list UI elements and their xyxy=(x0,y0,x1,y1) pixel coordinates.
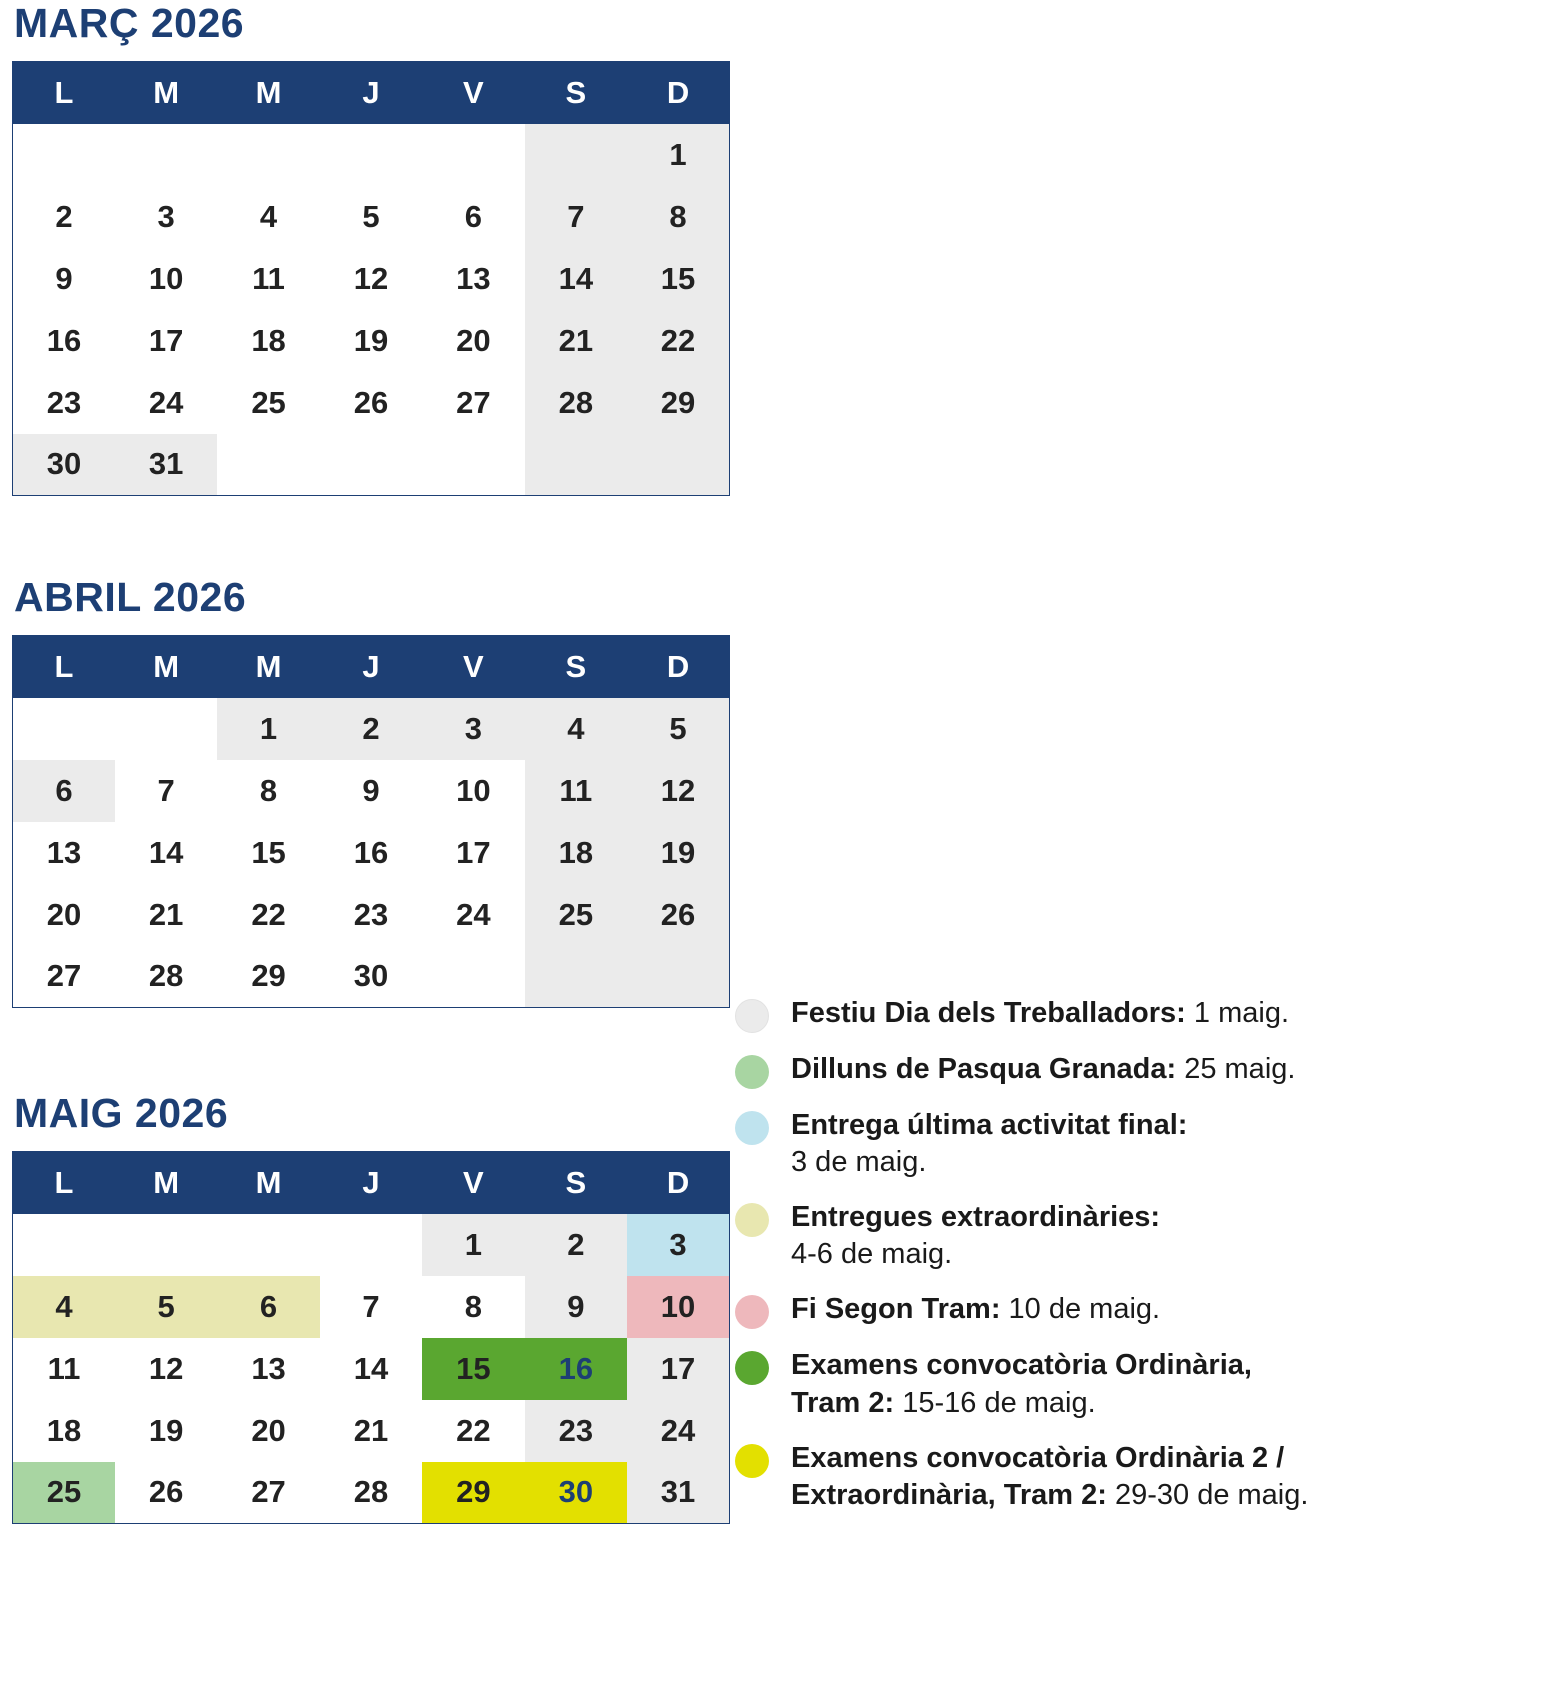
calendar-empty-cell xyxy=(422,124,524,186)
calendar-day-cell: 8 xyxy=(627,186,729,248)
calendar-table xyxy=(12,1151,730,1524)
calendar-day-cell: 14 xyxy=(148,834,184,870)
legend-color-dot xyxy=(735,1203,769,1237)
calendar-day-cell: 24 xyxy=(456,896,491,932)
calendar-block xyxy=(12,0,732,496)
legend-label-rest: 15-16 de maig. xyxy=(894,1386,1096,1419)
weekday-header: M xyxy=(217,62,319,124)
legend-label-rest: 10 de maig. xyxy=(1000,1293,1161,1326)
calendar-day-cell: 27 xyxy=(456,384,491,420)
legend-color-dot xyxy=(735,1055,769,1089)
calendar-day-cell: 6 xyxy=(464,198,483,234)
calendar-block xyxy=(12,1090,732,1524)
calendar-day-cell: 9 xyxy=(362,772,380,808)
calendar-month-title: ABRIL 2026 xyxy=(14,574,247,620)
calendar-day-cell: 7 xyxy=(525,186,627,248)
calendar-week-row xyxy=(13,1338,730,1400)
calendar-day-cell: 19 xyxy=(353,322,389,358)
legend-item xyxy=(735,1051,1535,1089)
weekday-header: M xyxy=(115,1152,217,1214)
legend-item xyxy=(735,1440,1535,1514)
calendar-day-cell: 8 xyxy=(464,1288,483,1324)
calendar-table xyxy=(12,635,730,1008)
calendars-column xyxy=(12,0,732,1524)
legend-color-dot xyxy=(735,1111,769,1145)
calendar-day-cell: 1 xyxy=(422,1214,524,1276)
calendar-day-cell: 15 xyxy=(251,834,286,870)
legend-list xyxy=(735,995,1535,1532)
calendar-day-cell: 21 xyxy=(353,1412,389,1448)
calendar-day-cell: 2 xyxy=(55,198,73,234)
calendar-empty-cell xyxy=(217,434,319,496)
calendar-day-cell: 14 xyxy=(353,1350,389,1386)
calendar-week-row xyxy=(13,1462,730,1524)
legend-label xyxy=(791,1347,1252,1421)
calendar-empty-cell xyxy=(422,434,524,496)
calendar-day-cell: 28 xyxy=(148,958,184,994)
calendar-day-cell: 2 xyxy=(525,1214,627,1276)
calendar-day-cell: 6 xyxy=(13,760,115,822)
calendar-day-cell: 12 xyxy=(627,760,729,822)
weekday-header: J xyxy=(320,62,422,124)
calendar-day-cell: 19 xyxy=(148,1412,184,1448)
calendar-day-cell: 3 xyxy=(422,698,524,760)
calendar-day-cell: 26 xyxy=(353,384,389,420)
calendar-day-cell: 26 xyxy=(148,1474,184,1510)
calendar-empty-cell xyxy=(627,434,729,496)
calendar-day-cell: 15 xyxy=(627,248,729,310)
calendar-week-row xyxy=(13,1400,730,1462)
calendar-day-cell: 7 xyxy=(362,1288,380,1324)
legend-item xyxy=(735,1107,1535,1181)
legend-color-dot xyxy=(735,1444,769,1478)
calendar-day-cell: 10 xyxy=(456,772,491,808)
calendar-day-cell: 16 xyxy=(46,322,82,358)
legend-label xyxy=(791,1051,1295,1088)
legend-label-bold: Fi Segon Tram: xyxy=(791,1293,1001,1326)
calendar-day-cell: 24 xyxy=(627,1400,729,1462)
calendar-day-cell: 29 xyxy=(627,372,729,434)
calendar-header-row xyxy=(13,62,730,124)
calendar-day-cell: 23 xyxy=(46,384,82,420)
weekday-header: M xyxy=(217,1152,319,1214)
calendar-empty-cell xyxy=(525,124,627,186)
calendar-empty-cell xyxy=(627,946,729,1008)
legend-label xyxy=(791,1291,1160,1328)
calendar-week-row xyxy=(13,884,730,946)
calendar-day-cell: 3 xyxy=(627,1214,729,1276)
calendar-day-cell: 13 xyxy=(251,1350,286,1386)
calendar-day-cell: 5 xyxy=(115,1276,217,1338)
calendar-day-cell: 3 xyxy=(157,198,175,234)
calendar-week-row xyxy=(13,186,730,248)
calendar-empty-cell xyxy=(320,1214,422,1276)
legend-label-bold: Examens convocatòria Ordinària, Tram 2: xyxy=(791,1349,1252,1419)
calendar-day-cell: 22 xyxy=(251,896,286,932)
calendar-day-cell: 27 xyxy=(46,958,82,994)
calendar-empty-cell xyxy=(320,434,422,496)
calendar-week-row xyxy=(13,434,730,496)
weekday-header: M xyxy=(217,636,319,698)
calendar-week-row xyxy=(13,248,730,310)
calendar-day-cell: 16 xyxy=(353,834,389,870)
calendar-week-row xyxy=(13,760,730,822)
calendar-header-row xyxy=(13,1152,730,1214)
calendar-week-row xyxy=(13,310,730,372)
weekday-header: D xyxy=(627,1152,729,1214)
calendar-day-cell: 23 xyxy=(525,1400,627,1462)
calendar-day-cell: 2 xyxy=(320,698,422,760)
calendar-day-cell: 23 xyxy=(353,896,389,932)
calendar-day-cell: 18 xyxy=(46,1412,82,1448)
calendar-day-cell: 1 xyxy=(627,124,729,186)
calendar-month-title: MAIG 2026 xyxy=(14,1090,229,1136)
calendar-day-cell: 11 xyxy=(252,260,285,296)
calendar-empty-cell xyxy=(217,124,319,186)
calendar-day-cell: 22 xyxy=(456,1412,491,1448)
calendar-day-cell: 20 xyxy=(46,896,82,932)
calendar-day-cell: 9 xyxy=(525,1276,627,1338)
calendar-empty-cell xyxy=(525,946,627,1008)
weekday-header: S xyxy=(525,62,627,124)
calendar-day-cell: 11 xyxy=(525,760,627,822)
calendar-empty-cell xyxy=(13,1214,115,1276)
calendar-day-cell: 20 xyxy=(251,1412,286,1448)
calendar-day-cell: 17 xyxy=(456,834,491,870)
legend-label-rest: 25 maig. xyxy=(1176,1053,1296,1085)
calendar-day-cell: 22 xyxy=(627,310,729,372)
calendar-day-cell: 30 xyxy=(13,434,115,496)
calendar-day-cell: 4 xyxy=(525,698,627,760)
weekday-header: V xyxy=(422,62,524,124)
calendar-header-row xyxy=(13,636,730,698)
calendar-day-cell: 13 xyxy=(46,834,82,870)
legend-label xyxy=(791,995,1289,1032)
legend-item xyxy=(735,1199,1535,1273)
calendar-empty-cell xyxy=(115,1214,217,1276)
calendar-day-cell: 18 xyxy=(525,822,627,884)
calendar-week-row xyxy=(13,698,730,760)
legend-item xyxy=(735,1347,1535,1421)
calendar-week-row xyxy=(13,124,730,186)
calendar-day-cell: 26 xyxy=(627,884,729,946)
legend-label xyxy=(791,1440,1308,1514)
calendar-month-title: MARÇ 2026 xyxy=(14,0,245,46)
calendar-week-row xyxy=(13,1276,730,1338)
legend-label-bold: Festiu Dia dels Treballadors: xyxy=(791,997,1186,1029)
calendar-table xyxy=(12,61,730,496)
legend-color-dot xyxy=(735,1351,769,1385)
calendar-day-cell: 8 xyxy=(259,772,278,808)
weekday-header: S xyxy=(525,636,627,698)
calendar-block xyxy=(12,574,732,1008)
legend-item xyxy=(735,995,1535,1033)
legend-item xyxy=(735,1291,1535,1329)
legend-label xyxy=(791,1199,1160,1273)
weekday-header: M xyxy=(115,636,217,698)
calendar-empty-cell xyxy=(422,946,524,1008)
legend-color-dot xyxy=(735,1295,769,1329)
legend-label-rest: 1 maig. xyxy=(1185,997,1290,1029)
weekday-header: D xyxy=(627,62,729,124)
calendar-day-cell: 18 xyxy=(251,322,286,358)
calendar-day-cell: 25 xyxy=(13,1462,115,1524)
calendar-day-cell: 31 xyxy=(115,434,217,496)
calendar-day-cell: 31 xyxy=(627,1462,729,1524)
legend-label-rest: 29-30 de maig. xyxy=(1106,1478,1309,1511)
calendar-day-cell: 7 xyxy=(157,772,175,808)
calendar-empty-cell xyxy=(13,124,115,186)
calendar-day-cell: 24 xyxy=(148,384,184,420)
weekday-header: S xyxy=(525,1152,627,1214)
calendar-day-cell: 10 xyxy=(627,1276,729,1338)
calendar-day-cell: 5 xyxy=(362,198,380,234)
calendar-week-row xyxy=(13,822,730,884)
calendar-day-cell: 6 xyxy=(217,1276,319,1338)
weekday-header: D xyxy=(627,636,729,698)
calendar-empty-cell xyxy=(217,1214,319,1276)
calendar-day-cell: 15 xyxy=(422,1338,524,1400)
calendar-day-cell: 19 xyxy=(627,822,729,884)
calendar-day-cell: 20 xyxy=(456,322,491,358)
calendar-day-cell: 17 xyxy=(148,322,184,358)
calendar-day-cell: 30 xyxy=(353,958,389,994)
calendar-day-cell: 1 xyxy=(217,698,319,760)
calendar-day-cell: 14 xyxy=(525,248,627,310)
calendar-week-row xyxy=(13,372,730,434)
weekday-header: V xyxy=(422,636,524,698)
weekday-header: L xyxy=(13,636,115,698)
calendar-week-row xyxy=(13,946,730,1008)
calendar-empty-cell xyxy=(115,124,217,186)
legend-label-bold: Dilluns de Pasqua Granada: xyxy=(791,1053,1177,1085)
calendar-day-cell: 12 xyxy=(353,260,389,296)
legend-label-rest: 3 de maig. xyxy=(791,1146,927,1179)
calendar-day-cell: 11 xyxy=(47,1350,81,1386)
calendar-day-cell: 27 xyxy=(251,1474,286,1510)
calendar-day-cell: 25 xyxy=(525,884,627,946)
weekday-header: L xyxy=(13,62,115,124)
calendar-day-cell: 9 xyxy=(55,260,73,296)
legend-label-bold: Entrega última activitat final: xyxy=(791,1109,1188,1141)
calendar-day-cell: 17 xyxy=(627,1338,729,1400)
calendar-day-cell: 25 xyxy=(251,384,286,420)
calendar-empty-cell xyxy=(115,698,217,760)
calendar-empty-cell xyxy=(320,124,422,186)
legend-label-bold: Entregues extraordinàries: xyxy=(791,1201,1161,1234)
calendar-empty-cell xyxy=(13,698,115,760)
calendar-day-cell: 29 xyxy=(251,958,286,994)
calendar-day-cell: 13 xyxy=(456,260,491,296)
legend-label-rest: 4-6 de maig. xyxy=(791,1238,953,1271)
legend-label-bold: Examens convocatòria Ordinària 2 / Extraordinària, Tram 2: xyxy=(791,1441,1285,1511)
calendar-week-row xyxy=(13,1214,730,1276)
weekday-header: V xyxy=(422,1152,524,1214)
calendar-day-cell: 16 xyxy=(525,1338,627,1400)
legend-color-dot xyxy=(735,999,769,1033)
calendar-day-cell: 21 xyxy=(525,310,627,372)
calendar-day-cell: 10 xyxy=(148,260,184,296)
calendar-day-cell: 28 xyxy=(525,372,627,434)
legend-label xyxy=(791,1107,1187,1181)
weekday-header: M xyxy=(115,62,217,124)
calendar-day-cell: 28 xyxy=(353,1474,389,1510)
weekday-header: J xyxy=(320,636,422,698)
calendar-day-cell: 12 xyxy=(148,1350,184,1386)
calendar-day-cell: 21 xyxy=(148,896,184,932)
calendar-day-cell: 5 xyxy=(627,698,729,760)
calendar-empty-cell xyxy=(525,434,627,496)
calendar-day-cell: 4 xyxy=(259,198,278,234)
calendar-day-cell: 29 xyxy=(422,1462,524,1524)
weekday-header: J xyxy=(320,1152,422,1214)
calendar-day-cell: 30 xyxy=(525,1462,627,1524)
calendar-day-cell: 4 xyxy=(13,1276,115,1338)
weekday-header: L xyxy=(13,1152,115,1214)
